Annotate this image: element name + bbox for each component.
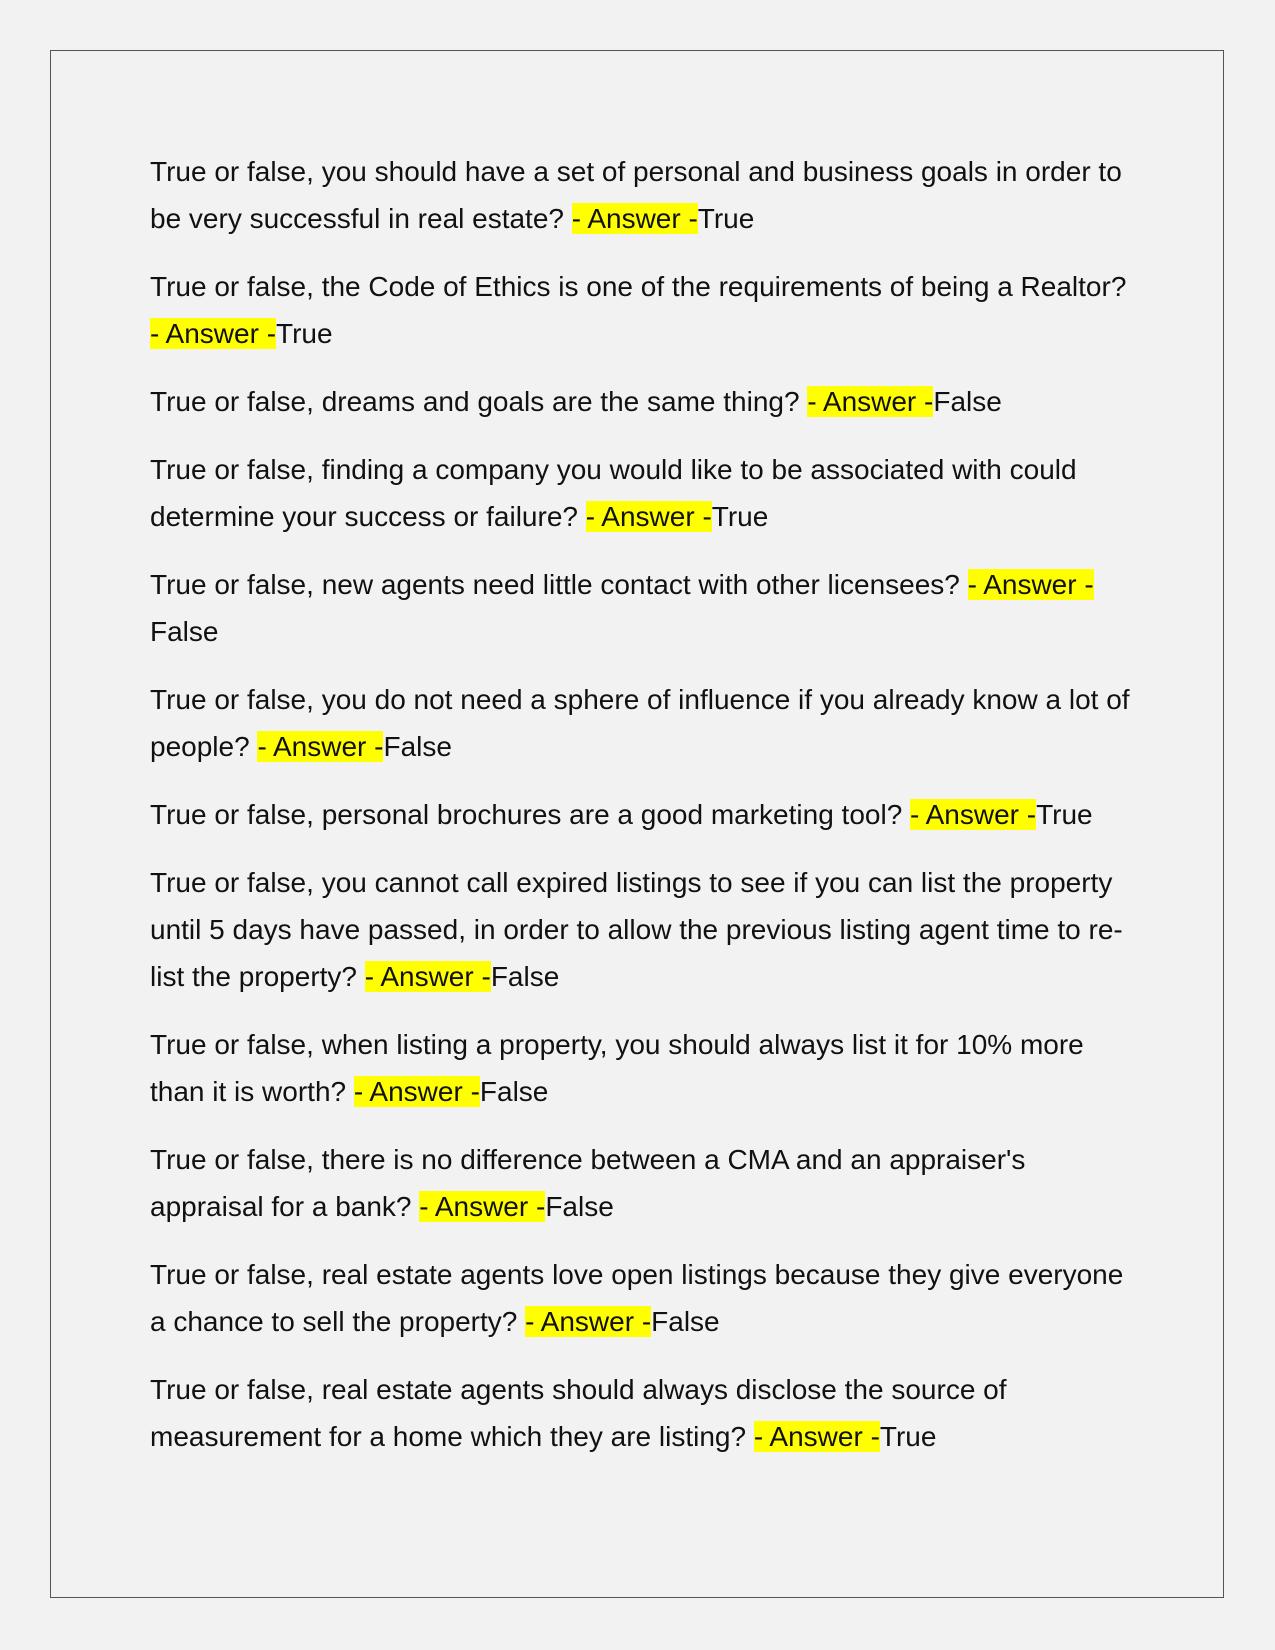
question-text: True or false, dreams and goals are the same thing? bbox=[150, 386, 808, 417]
qa-item bbox=[150, 676, 1130, 770]
question-text: True or false, you cannot call expired listings to see if you can list the property until 5 days have passed, in order to allow the previous listing agent time to re-list the property? bbox=[150, 867, 1123, 992]
answer-marker: - Answer - bbox=[807, 386, 934, 417]
answer-marker: - Answer - bbox=[419, 1191, 546, 1222]
answer-marker: - Answer - bbox=[910, 799, 1037, 830]
question-text: True or false, you should have a set of personal and business goals in order to be very successful in real estate? bbox=[150, 156, 1122, 234]
question-text: True or false, real estate agents should always disclose the source of measurement for a home which they are listing? bbox=[150, 1374, 1007, 1452]
question-text: True or false, real estate agents love open listings because they give everyone a chance to sell the property? bbox=[150, 1259, 1124, 1337]
answer-marker: - Answer - bbox=[364, 961, 491, 992]
answer-text: True bbox=[1036, 799, 1093, 830]
answer-text: True bbox=[711, 501, 769, 532]
qa-item bbox=[150, 378, 1130, 425]
answer-marker: - Answer - bbox=[967, 569, 1094, 600]
answer-text: False bbox=[479, 1076, 549, 1107]
answer-marker: - Answer - bbox=[571, 203, 698, 234]
answer-marker: - Answer - bbox=[257, 731, 384, 762]
question-text: True or false, finding a company you would like to be associated with could determine your success or failure? bbox=[150, 454, 1077, 532]
answer-marker: - Answer - bbox=[753, 1421, 880, 1452]
qa-item bbox=[150, 1021, 1130, 1115]
answer-marker: - Answer - bbox=[353, 1076, 480, 1107]
qa-item bbox=[150, 1366, 1130, 1460]
question-text: True or false, personal brochures are a good marketing tool? bbox=[150, 799, 911, 830]
answer-text: False bbox=[545, 1191, 614, 1222]
answer-text: False bbox=[383, 731, 452, 762]
answer-text: True bbox=[276, 318, 333, 349]
answer-text: False bbox=[933, 386, 1002, 417]
question-text: True or false, you do not need a sphere of influence if you already know a lot of people? bbox=[150, 684, 1130, 762]
qa-list bbox=[150, 148, 1130, 1481]
qa-item bbox=[150, 791, 1130, 838]
qa-item bbox=[150, 446, 1130, 540]
question-text: True or false, when listing a property, you should always list it for 10% more than it is worth? bbox=[150, 1029, 1084, 1107]
question-text: True or false, the Code of Ethics is one of the requirements of being a Realtor? bbox=[150, 271, 1127, 302]
answer-text: False bbox=[651, 1306, 720, 1337]
answer-marker: - Answer - bbox=[525, 1306, 652, 1337]
answer-text: True bbox=[879, 1421, 937, 1452]
answer-text: False bbox=[490, 961, 560, 992]
qa-item bbox=[150, 1251, 1130, 1345]
qa-item bbox=[150, 148, 1130, 242]
qa-item bbox=[150, 859, 1130, 1000]
qa-item bbox=[150, 1136, 1130, 1230]
answer-text: False bbox=[150, 616, 219, 647]
qa-item bbox=[150, 263, 1130, 357]
answer-marker: - Answer - bbox=[150, 318, 277, 349]
question-text: True or false, new agents need little contact with other licensees? bbox=[150, 569, 968, 600]
answer-marker: - Answer - bbox=[585, 501, 712, 532]
qa-item bbox=[150, 561, 1130, 655]
question-text: True or false, there is no difference between a CMA and an appraiser's appraisal for a bank? bbox=[150, 1144, 1026, 1222]
answer-text: True bbox=[697, 203, 755, 234]
